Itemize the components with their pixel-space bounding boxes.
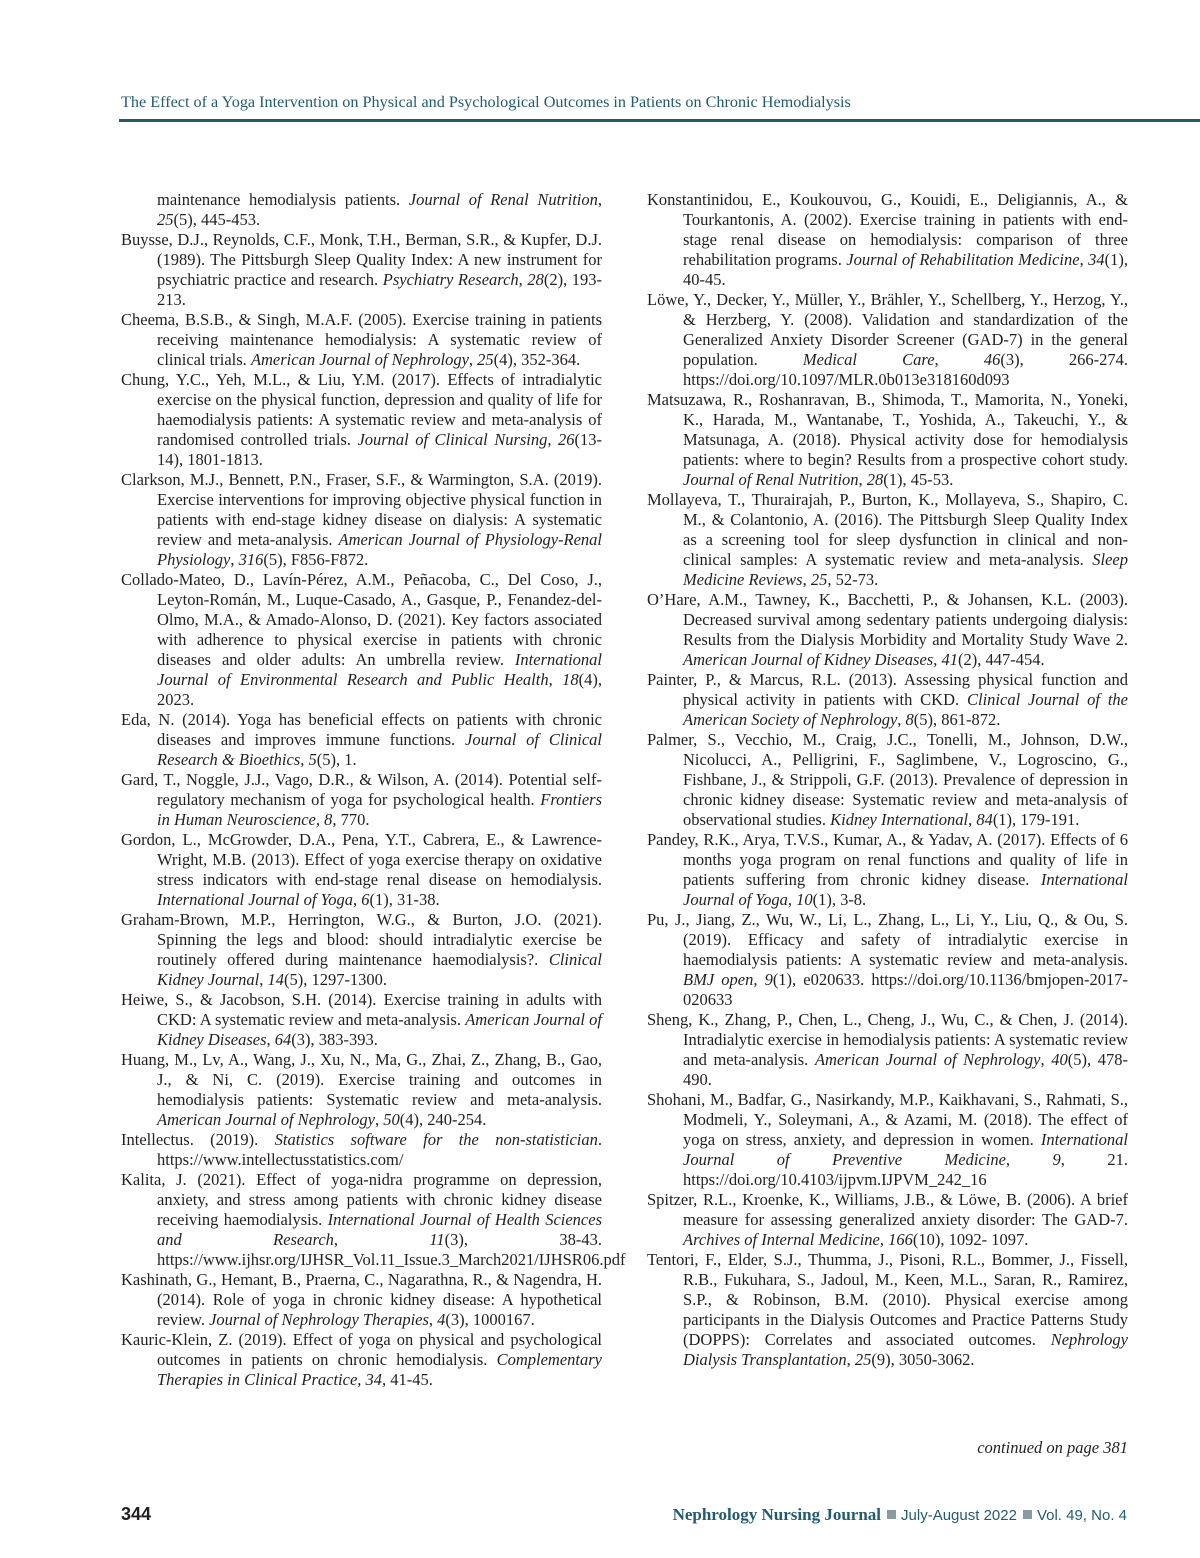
separator-square-icon	[887, 1510, 896, 1519]
reference-text: Kalita, J. (2021). Effect of yoga-nidra programme on depression, anxiety, and stress among patients with chronic kidney disease receiving haemodialysis.	[121, 1170, 602, 1229]
reference-text: Heiwe, S., & Jacobson, S.H. (2014). Exercise training in adults with CKD: A systematic review and meta-analysis.	[121, 990, 602, 1029]
reference-volume: 28	[527, 270, 544, 289]
reference-entry	[647, 1090, 1128, 1190]
reference-punct: ,	[548, 670, 563, 689]
reference-volume: 40	[1051, 1050, 1068, 1069]
reference-source: Journal of Rehabilitation Medicine	[846, 250, 1080, 269]
reference-entry	[121, 1130, 602, 1170]
reference-punct: ,	[753, 970, 765, 989]
reference-volume: 25	[810, 570, 828, 589]
reference-punct: ,	[1079, 250, 1089, 269]
reference-volume: 18	[562, 670, 579, 689]
reference-volume: 25	[854, 1350, 872, 1369]
reference-volume: 6	[361, 890, 370, 909]
reference-volume: 14	[267, 970, 284, 989]
reference-source: American Journal of Kidney Diseases	[683, 650, 934, 669]
reference-volume: 50	[383, 1110, 400, 1129]
reference-punct: ,	[547, 430, 558, 449]
reference-details: (13-14), 1801-1813.	[157, 430, 602, 469]
reference-source: American Journal of Kidney Diseases	[157, 1010, 603, 1049]
reference-text: Pandey, R.K., Arya, T.V.S., Kumar, A., & Yadav, A. (2017). Effects of 6 months yoga program on renal functions and quality of life in patients suffering from chronic kidney disease.	[647, 830, 1128, 889]
reference-punct: ,	[428, 1310, 438, 1329]
reference-details: (5), 1.	[316, 750, 357, 769]
reference-text: Gordon, L., McGrowder, D.A., Pena, Y.T., Cabrera, E., & Lawrence-Wright, M.B. (2013). Effect of yoga exercise therapy on oxidative stress indicators with end-stage renal disease on hemodialysis.	[121, 830, 602, 889]
reference-source: Journal of Clinical Research & Bioethics	[157, 730, 602, 769]
reference-text: Cheema, B.S.B., & Singh, M.A.F. (2005). Exercise training in patients receiving maintenance hemodialysis: A systematic review of clinical trials.	[121, 310, 602, 369]
reference-details: (1), e020633. https://doi.org/10.1136/bmjopen-2017-020633	[683, 970, 1128, 1009]
footer-journal-info	[673, 1505, 1127, 1525]
reference-volume: 8	[905, 710, 914, 729]
reference-entry	[647, 490, 1128, 590]
reference-entry	[121, 990, 602, 1050]
reference-punct: ,	[468, 350, 478, 369]
reference-details: (4), 352-364.	[493, 350, 581, 369]
reference-source: Clinical Journal of the American Society of Nephrology	[683, 690, 1128, 729]
reference-entry	[121, 1050, 602, 1130]
reference-details: (10), 1092- 1097.	[912, 1230, 1029, 1249]
reference-source: American Journal of Physiology-Renal Physiology	[157, 530, 603, 569]
reference-punct: ,	[374, 1110, 384, 1129]
reference-source: Statistics software for the non-statistician	[274, 1130, 598, 1149]
reference-entry	[647, 590, 1128, 670]
header-rule	[119, 119, 1200, 122]
reference-text: Chung, Y.C., Yeh, M.L., & Liu, Y.M. (2017). Effects of intradialytic exercise on the physical function, depression and quality of life for haemodialysis patients: A systematic review and meta-analysis of randomised controlled trials.	[121, 370, 602, 449]
reference-details: , 52-73.	[827, 570, 879, 589]
reference-punct: ,	[968, 810, 977, 829]
reference-punct: ,	[353, 890, 362, 909]
reference-text: Gard, T., Noggle, J.J., Vago, D.R., & Wilson, A. (2014). Potential self-regulatory mechanism of yoga for psychological health.	[121, 770, 602, 809]
reference-source: American Journal of Nephrology	[157, 1110, 375, 1129]
reference-source: Journal of Clinical Nursing	[357, 430, 548, 449]
reference-entry	[121, 770, 602, 830]
reference-punct: ,	[846, 1350, 855, 1369]
reference-volume: 5	[308, 750, 317, 769]
reference-entry	[647, 830, 1128, 910]
reference-text: O’Hare, A.M., Tawney, K., Bacchetti, P., & Johansen, K.L. (2003). Decreased survival among sedentary patients undergoing dialysis: Results from the Dialysis Morbidity and Mortality Study Wave 2.	[647, 590, 1128, 649]
reference-punct: ,	[259, 970, 268, 989]
reference-punct: ,	[597, 190, 602, 209]
reference-details: 770.	[336, 810, 370, 829]
reference-volume: 34	[1088, 250, 1105, 269]
reference-entry	[121, 570, 602, 710]
reference-punct: ,	[1005, 1150, 1053, 1169]
reference-source: Archives of Internal Medicine,	[683, 1230, 889, 1249]
reference-text: Matsuzawa, R., Roshanravan, B., Shimoda, T., Mamorita, N., Yoneki, K., Harada, M., Wantanabe, T., Yoshida, A., Takeuchi, Y., & Matsunaga, A. (2018). Physical activity dose for hemodialysis patients: where to begin? Results from a prospective cohort study.	[647, 390, 1128, 469]
separator-square-icon	[1023, 1510, 1032, 1519]
reference-entry	[121, 470, 602, 570]
reference-punct: ,	[897, 710, 906, 729]
reference-details: (5), 1297-1300.	[283, 970, 388, 989]
reference-volume: 9	[764, 970, 773, 989]
reference-text: Clarkson, M.J., Bennett, P.N., Fraser, S.F., & Warmington, S.A. (2019). Exercise interventions for improving objective physical function in patients with end-stage kidney disease on dialysis: A systematic review and meta-analysis.	[121, 470, 602, 549]
reference-details: (4), 2023.	[157, 670, 603, 709]
reference-source: Complementary Therapies in Clinical Practice, 34,	[157, 1350, 602, 1389]
reference-source: Clinical Kidney Journal	[157, 950, 602, 989]
footer-volume: Vol. 49, No. 4	[1036, 1507, 1127, 1524]
reference-volume: 4	[437, 1310, 446, 1329]
reference-entry	[121, 830, 602, 910]
reference-text: Eda, N. (2014). Yoga has beneficial effects on patients with chronic diseases and improves immune functions.	[121, 710, 602, 749]
reference-source: Nephrology Dialysis Transplantation	[683, 1330, 1128, 1369]
reference-source: Journal of Renal Nutrition	[408, 190, 598, 209]
reference-source: International Journal of Yoga	[683, 870, 1128, 909]
reference-text: Huang, M., Lv, A., Wang, J., Xu, N., Ma, G., Zhai, Z., Zhang, B., Gao, J., & Ni, C. (2019). Exercise training and outcomes in hemodialysis patients: Systematic review and meta-analysis.	[121, 1050, 602, 1109]
reference-entry	[121, 230, 602, 310]
reference-punct: . https://www.intellectusstatistics.com/	[157, 1130, 602, 1169]
reference-text: Intellectus. (2019).	[121, 1130, 275, 1149]
reference-source: International Journal of Health Sciences and Research	[157, 1210, 602, 1249]
reference-source: International Journal of Yoga	[157, 890, 354, 909]
reference-source: Medical Care	[802, 350, 935, 369]
reference-details: (3), 266-274. https://doi.org/10.1097/MLR.0b013e318160d093	[683, 350, 1129, 389]
reference-text: Buysse, D.J., Reynolds, C.F., Monk, T.H., Berman, S.R., & Kupfer, D.J. (1989). The Pittsburgh Sleep Quality Index: A new instrument for psychiatric practice and research.	[121, 230, 602, 289]
reference-volume: 25	[477, 350, 494, 369]
reference-entry	[121, 1170, 626, 1270]
continued-note: continued on page 381	[977, 1438, 1128, 1457]
reference-punct: ,	[333, 1230, 430, 1249]
reference-punct: ,	[266, 1030, 275, 1049]
reference-punct: ,	[858, 470, 867, 489]
reference-entry	[647, 290, 1128, 390]
reference-volume: 11	[429, 1230, 445, 1249]
reference-text: Konstantinidou, E., Koukouvou, G., Kouidi, E., Deligiannis, A., & Tourkantonis, A. (2002). Exercise training in patients with end-stage renal disease on hemodialysis: comparison of three rehabilitation programs.	[647, 190, 1128, 269]
reference-details: (5), 861-872.	[913, 710, 1001, 729]
reference-volume: 316	[238, 550, 264, 569]
reference-punct: ,	[934, 350, 984, 369]
references-right-column	[647, 190, 1128, 1370]
reference-punct: ,	[787, 890, 797, 909]
reference-text: Mollayeva, T., Thurairajah, P., Burton, K., Mollayeva, S., Shapiro, C. M., & Colantonio, A. (2016). The Pittsburgh Sleep Quality Index as a screening tool for sleep dysfunction in clinical and non-clinical samples: A systematic review and meta-analysis.	[647, 490, 1128, 569]
reference-volume: 25	[157, 210, 174, 229]
reference-details: , 21. https://doi.org/10.4103/ijpvm.IJPVM_242_16	[683, 1150, 1128, 1189]
page-number: 344	[121, 1504, 152, 1524]
footer-journal-name: Nephrology Nursing Journal	[672, 1505, 882, 1524]
reference-entry	[647, 190, 1128, 290]
reference-text: Löwe, Y., Decker, Y., Müller, Y., Brähler, Y., Schellberg, Y., Herzog, Y., & Herzberg, Y. (2008). Validation and standardization of the Generalized Anxiety Disorder Screener (GAD-7) in the general population.	[647, 290, 1128, 369]
reference-punct: ,	[300, 750, 309, 769]
reference-volume: 41	[941, 650, 958, 669]
reference-entry	[647, 910, 1128, 1010]
reference-text: maintenance hemodialysis patients.	[157, 190, 409, 209]
reference-details: (3), 1000167.	[445, 1310, 535, 1329]
reference-source: Sleep Medicine Reviews	[683, 550, 1128, 589]
reference-text: Collado-Mateo, D., Lavín-Pérez, A.M., Peñacoba, C., Del Coso, J., Leyton-Román, M., Luque-Casado, A., Gasque, P., Fenandez-del-Olmo, M.A., & Amado-Alonso, D. (2021). Key factors associated with adherence to physical exercise in patients with chronic diseases and older adults: An umbrella review.	[121, 570, 602, 669]
reference-details: 41-45.	[386, 1370, 433, 1389]
reference-volume: 9	[1052, 1150, 1061, 1169]
reference-text: Kauric-Klein, Z. (2019). Effect of yoga on physical and psychological outcomes in patients on chronic hemodialysis.	[121, 1330, 602, 1369]
reference-details: (1), 40-45.	[683, 250, 1128, 289]
reference-text: Sheng, K., Zhang, P., Chen, L., Cheng, J., Wu, C., & Chen, J. (2014). Intradialytic exercise in hemodialysis patients: A systematic review and meta-analysis.	[647, 1010, 1128, 1069]
running-header-title: The Effect of a Yoga Intervention on Physical and Psychological Outcomes in Patients on Chronic Hemodialysis	[121, 93, 851, 111]
reference-source: American Journal of Nephrology	[250, 350, 469, 369]
reference-text: Painter, P., & Marcus, R.L. (2013). Assessing physical function and physical activity in patients with CKD.	[647, 670, 1128, 709]
reference-details: (4), 240-254.	[399, 1110, 487, 1129]
reference-details: (3), 383-393.	[291, 1030, 378, 1049]
reference-text: Shohani, M., Badfar, G., Nasirkandy, M.P., Kaikhavani, S., Rahmati, S., Modmeli, Y., Soleymani, A., & Azami, M. (2018). The effect of yoga on stress, anxiety, and depression in women.	[647, 1090, 1128, 1149]
reference-details: (5), F856-F872.	[263, 550, 369, 569]
reference-text: Palmer, S., Vecchio, M., Craig, J.C., Tonelli, M., Johnson, D.W., Nicolucci, A., Pelligrini, F., Saglimbene, V., Logroscino, G., Fishbane, J., & Strippoli, G.F. (2013). Prevalence of depression in chronic kidney disease: Systematic review and meta-analysis of observational studies.	[647, 730, 1128, 829]
reference-volume: 46	[983, 350, 1001, 369]
reference-entry	[121, 310, 602, 370]
reference-source: American Journal of Nephrology	[814, 1050, 1041, 1069]
footer-issue-date: July-August 2022	[901, 1507, 1017, 1524]
reference-entry	[121, 710, 602, 770]
reference-text: Pu, J., Jiang, Z., Wu, W., Li, L., Zhang, L., Li, Y., Liu, Q., & Ou, S. (2019). Efficacy and safety of intradialytic exercise in haemodialysis patients: A systematic review and meta-analysis.	[647, 910, 1128, 969]
reference-source: Psychiatry Research,	[382, 270, 528, 289]
reference-details: (2), 447-454.	[957, 650, 1045, 669]
reference-source: International Journal of Preventive Medicine	[683, 1130, 1128, 1169]
reference-details: (1), 179-191.	[992, 810, 1080, 829]
reference-entry	[121, 190, 602, 230]
reference-punct: ,	[230, 550, 239, 569]
reference-text: Graham-Brown, M.P., Herrington, W.G., & Burton, J.O. (2021). Spinning the legs and blood: should intradialytic exercise be routinely offered during maintenance haemodialysis?.	[121, 910, 602, 969]
reference-punct: ,	[1040, 1050, 1052, 1069]
reference-entry	[647, 670, 1128, 730]
reference-source: International Journal of Environmental Research and Public Health	[157, 650, 602, 689]
reference-entry	[647, 1250, 1128, 1370]
reference-source: Kidney International	[830, 810, 969, 829]
reference-source: Frontiers in Human Neuroscience, 8,	[157, 790, 602, 829]
reference-volume: 84	[976, 810, 993, 829]
reference-text: Kashinath, G., Hemant, B., Praerna, C., Nagarathna, R., & Nagendra, H. (2014). Role of yoga in chronic kidney disease: A hypothetical review.	[121, 1270, 602, 1329]
reference-entry	[121, 1330, 602, 1390]
reference-source: Journal of Nephrology Therapies	[209, 1310, 429, 1329]
reference-details: (2), 193-213.	[157, 270, 603, 309]
reference-entry	[647, 1190, 1128, 1250]
reference-entry	[647, 1010, 1128, 1090]
reference-punct: ,	[933, 650, 942, 669]
reference-text: Tentori, F., Elder, S.J., Thumma, J., Pisoni, R.L., Bommer, J., Fissell, R.B., Fukuhara, S., Jadoul, M., Keen, M.L., Saran, R., Ramirez, S.P., & Robinson, B.M. (2010). Physical exercise among participants in the Dialysis Outcomes and Practice Patterns Study (DOPPS): Correlates and associated outcomes.	[647, 1250, 1128, 1349]
reference-volume: 166	[888, 1230, 913, 1249]
reference-volume: 64	[274, 1030, 292, 1049]
reference-volume: 10	[796, 890, 813, 909]
reference-text: Spitzer, R.L., Kroenke, K., Williams, J.B., & Löwe, B. (2006). A brief measure for assessing generalized anxiety disorder: The GAD-7.	[647, 1190, 1128, 1229]
reference-entry	[647, 390, 1128, 490]
reference-details: (9), 3050-3062.	[871, 1350, 975, 1369]
reference-volume: 28	[866, 470, 884, 489]
reference-source: BMJ open	[683, 970, 754, 989]
reference-volume: 26	[558, 430, 575, 449]
reference-details: (1), 3-8.	[812, 890, 867, 909]
reference-details: (1), 45-53.	[883, 470, 954, 489]
reference-punct: ,	[802, 570, 811, 589]
reference-entry	[121, 1270, 602, 1330]
references-left-column	[121, 190, 626, 1390]
reference-details: (1), 31-38.	[369, 890, 440, 909]
reference-source: Journal of Renal Nutrition	[683, 470, 859, 489]
reference-details: (5), 478-490.	[683, 1050, 1128, 1089]
reference-entry	[121, 910, 602, 990]
reference-entry	[121, 370, 602, 470]
reference-details: (5), 445-453.	[173, 210, 261, 229]
reference-entry	[647, 730, 1128, 830]
reference-details: (3), 38-43. https://www.ijhsr.org/IJHSR_Vol.11_Issue.3_March2021/IJHSR06.pdf	[157, 1230, 626, 1269]
